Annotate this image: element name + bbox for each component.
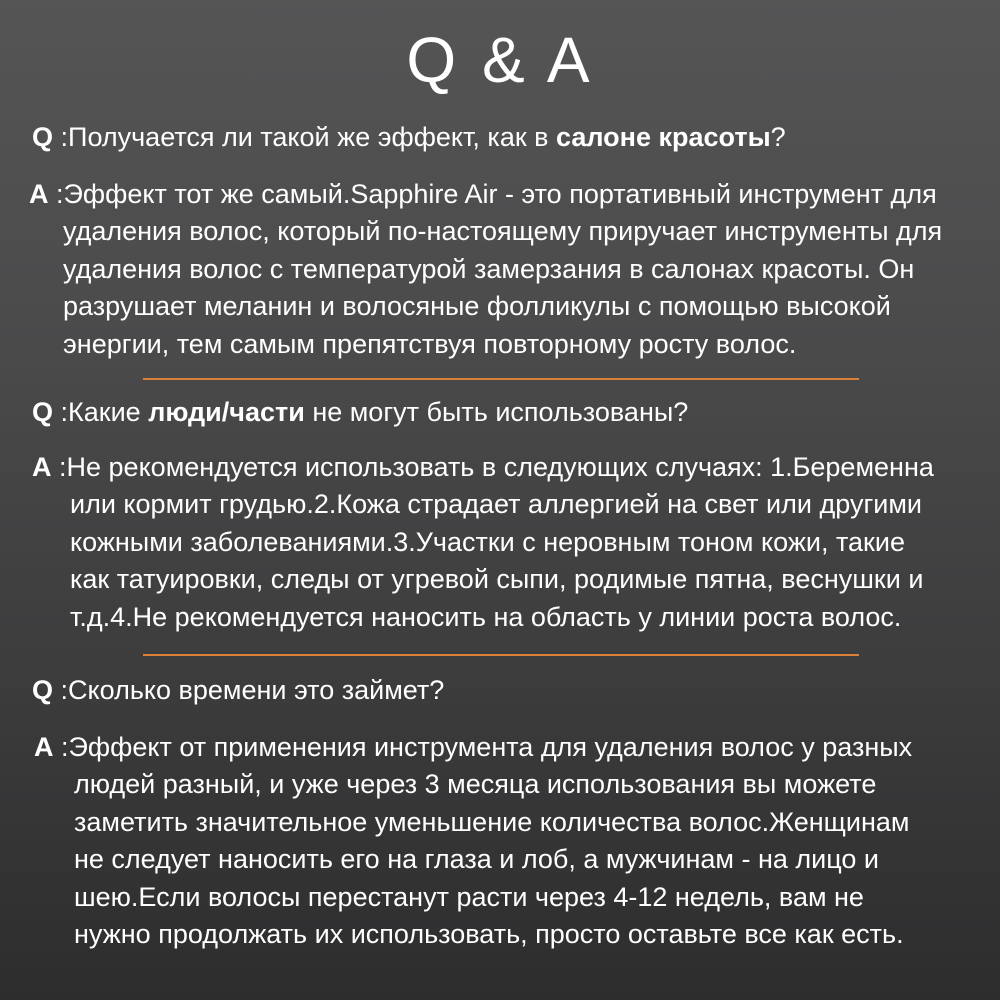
answer-1-line-5: энергии, тем самым препятствуя повторному росту волос. — [63, 328, 797, 359]
answer-3-line-5: шею.Если волосы перестанут расти через 4-12 недель, вам не — [74, 881, 864, 912]
question-text-1a: Получается ли такой же эффект, как в — [68, 122, 557, 152]
answer-3 — [0, 729, 1000, 954]
answer-2-line-2: или кормит грудью.2.Кожа страдает аллергией на свет или другими — [70, 489, 923, 519]
question-3 — [0, 672, 1000, 709]
question-text-1c: ? — [770, 122, 786, 152]
answer-separator-1: : — [48, 179, 64, 209]
answer-mark-3: A — [34, 732, 54, 762]
answer-separator-2: : — [51, 452, 67, 482]
answer-2-line-1: Не рекомендуется использовать в следующих случаях: 1.Беременна — [66, 452, 934, 482]
answer-separator-3: : — [53, 732, 69, 762]
question-separator-3: : — [53, 675, 69, 705]
question-text-3a: Сколько времени это займет? — [68, 675, 445, 705]
divider-2 — [143, 654, 859, 656]
answer-1-line-3: удаления волос с температурой замерзания в салонах красоты. Он — [63, 253, 915, 284]
answer-mark-1: A — [29, 179, 49, 209]
answer-3-line-2: людей разный, и уже через 3 месяца использования вы можете — [74, 769, 877, 799]
divider-1 — [143, 378, 859, 380]
answer-3-line-6: нужно продолжать их использовать, просто оставьте все как есть. — [74, 919, 904, 949]
answer-1-line-4: разрушает меланин и волосяные фолликулы с помощью высокой — [63, 291, 891, 321]
question-2 — [0, 394, 1000, 431]
question-mark-3: Q — [32, 675, 54, 705]
answer-mark-2: A — [32, 452, 52, 482]
question-separator-1: : — [53, 122, 69, 152]
answer-3-line-1: Эффект от применения инструмента для удаления волос у разных — [68, 732, 913, 762]
answer-1-line-1: Эффект тот же самый.Sapphire Air - это портативный инструмент для — [63, 179, 937, 209]
page-title: Q & A — [406, 24, 594, 96]
question-text-2c: не могут быть использованы? — [304, 397, 689, 427]
answer-1-line-2: удаления волос, который по-настоящему приручает инструменты для — [63, 216, 943, 246]
answer-2-line-5: т.д.4.Не рекомендуется наносить на область у линии роста волос. — [70, 601, 902, 632]
answer-2 — [0, 449, 1000, 636]
question-1 — [0, 119, 1000, 156]
question-separator-2: : — [53, 397, 69, 427]
question-mark-1: Q — [32, 122, 54, 152]
qa-item-1 — [0, 119, 1000, 363]
question-text-2a: Какие — [68, 397, 149, 427]
answer-1 — [0, 176, 1000, 363]
answer-3-line-4: не следует наносить его на глаза и лоб, а мужчинам - на лицо и — [74, 844, 879, 874]
question-text-1b: салоне красоты — [556, 122, 771, 152]
qa-item-3 — [0, 672, 1000, 954]
answer-2-line-4: как татуировки, следы от угревой сыпи, родимые пятна, веснушки и — [70, 564, 924, 594]
question-mark-2: Q — [32, 397, 54, 427]
question-text-2b: люди/части — [148, 397, 305, 427]
answer-3-line-3: заметить значительное уменьшение количества волос.Женщинам — [74, 806, 910, 837]
answer-2-line-3: кожными заболеваниями.3.Участки с неровным тоном кожи, такие — [70, 526, 905, 557]
qa-item-2 — [0, 394, 1000, 636]
